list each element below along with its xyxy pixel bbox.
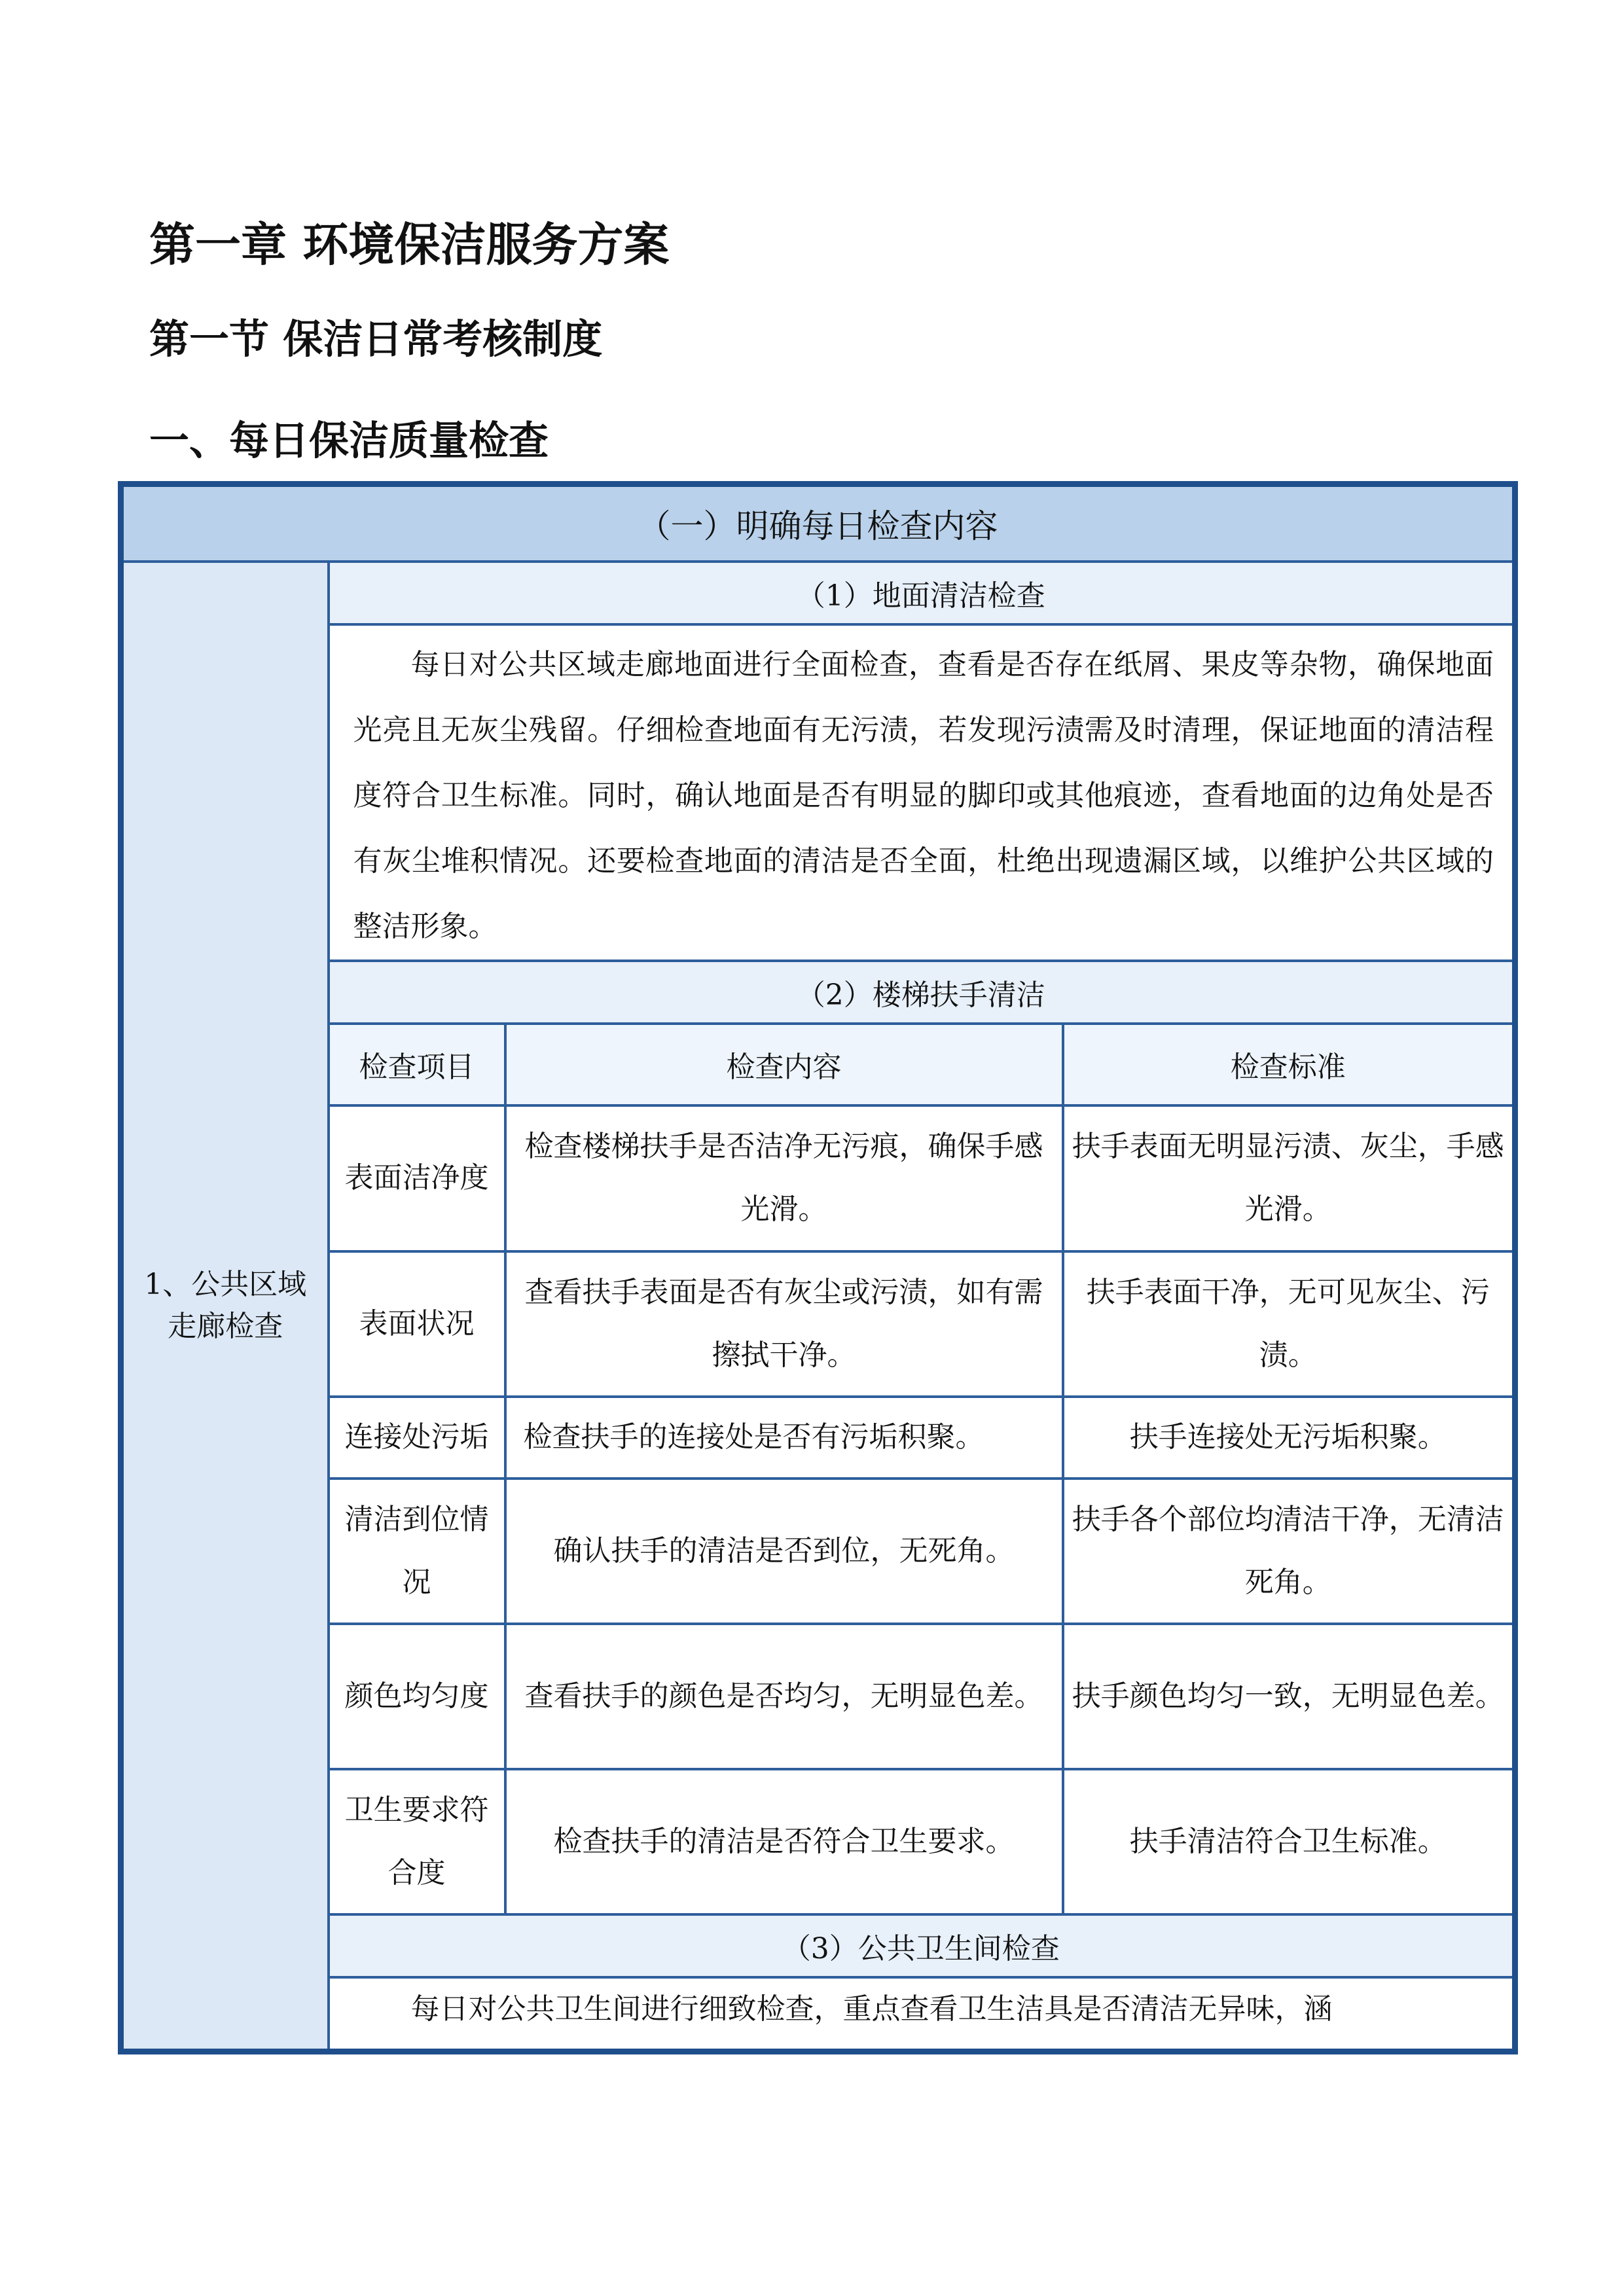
side-label: 1、公共区域走廊检查 <box>121 562 329 2052</box>
handrail-title: （2）楼梯扶手清洁 <box>329 961 1515 1024</box>
header-standard: 检查标准 <box>1063 1024 1515 1105</box>
row-standard: 扶手清洁符合卫生标准。 <box>1063 1769 1515 1914</box>
row-content: 检查扶手的清洁是否符合卫生要求。 <box>505 1769 1063 1914</box>
table-row <box>121 1479 1515 1624</box>
toilet-check-text: 每日对公共卫生间进行细致检查，重点查看卫生洁具是否清洁无异味，涵 <box>329 1977 1515 2052</box>
row-standard: 扶手颜色均匀一致，无明显色差。 <box>1063 1624 1515 1769</box>
table-row <box>121 1769 1515 1914</box>
header-content: 检查内容 <box>505 1024 1063 1105</box>
row-content: 检查楼梯扶手是否洁净无污痕，确保手感光滑。 <box>505 1105 1063 1251</box>
subsection-title: 一、每日保洁质量检查 <box>149 418 549 464</box>
inspection-table <box>118 481 1518 2054</box>
row-item: 表面洁净度 <box>329 1105 505 1251</box>
row-item: 清洁到位情况 <box>329 1479 505 1624</box>
table-row <box>121 1105 1515 1251</box>
row-item: 连接处污垢 <box>329 1397 505 1479</box>
row-item: 表面状况 <box>329 1251 505 1397</box>
table-row <box>121 1397 1515 1479</box>
table-title: （一）明确每日检查内容 <box>121 484 1515 562</box>
row-standard: 扶手各个部位均清洁干净，无清洁死角。 <box>1063 1479 1515 1624</box>
chapter-title: 第一章 环境保洁服务方案 <box>149 217 670 272</box>
row-content: 查看扶手的颜色是否均匀，无明显色差。 <box>505 1624 1063 1769</box>
row-content: 查看扶手表面是否有灰尘或污渍，如有需擦拭干净。 <box>505 1251 1063 1397</box>
floor-check-text: 每日对公共区域走廊地面进行全面检查，查看是否存在纸屑、果皮等杂物，确保地面光亮且无灰尘残留。仔细检查地面有无污渍，若发现污渍需及时清理，保证地面的清洁程度符合卫生标准。同时，确认地面是否有明显的脚印或其他痕迹，查看地面的边角处是否有灰尘堆积情况。还要检查地面的清洁是否全面，杜绝出现遗漏区域，以维护公共区域的整洁形象。 <box>329 624 1515 961</box>
row-item: 卫生要求符合度 <box>329 1769 505 1914</box>
table-row <box>121 1624 1515 1769</box>
row-standard: 扶手表面干净，无可见灰尘、污渍。 <box>1063 1251 1515 1397</box>
section-title: 第一节 保洁日常考核制度 <box>149 316 603 363</box>
row-standard: 扶手连接处无污垢积聚。 <box>1063 1397 1515 1479</box>
header-item: 检查项目 <box>329 1024 505 1105</box>
row-standard: 扶手表面无明显污渍、灰尘，手感光滑。 <box>1063 1105 1515 1251</box>
toilet-check-title: （3）公共卫生间检查 <box>329 1914 1515 1977</box>
floor-check-title: （1）地面清洁检查 <box>329 562 1515 624</box>
row-content: 检查扶手的连接处是否有污垢积聚。 <box>505 1397 1063 1479</box>
row-content: 确认扶手的清洁是否到位，无死角。 <box>505 1479 1063 1624</box>
table-row <box>121 1251 1515 1397</box>
row-item: 颜色均匀度 <box>329 1624 505 1769</box>
